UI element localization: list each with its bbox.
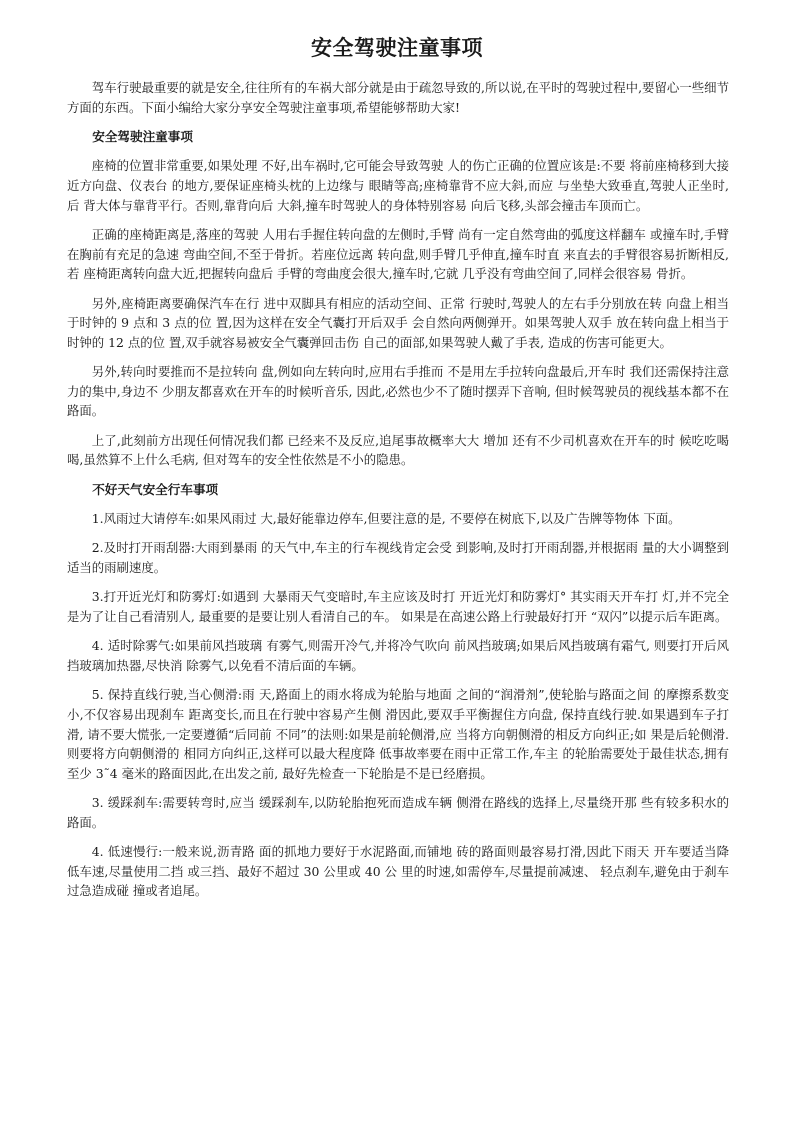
section-heading-bad-weather: 不好天气安全行车事项: [92, 481, 219, 497]
paragraph: 正确的座椅距离是,落座的驾驶 人用右手握住转向盘的左侧时,手臂 尚有一定自然弯曲的弧度这样翻车 或撞车时,手臂在胸前有充足的急速 弯曲空间,不至于骨折。若座位远离 转向盘,则手臂几乎伸直,撞车时直 来直去的手臂很容易折断相反,若 座椅距离转向盘大近,把握转向盘后 手臂的弯曲度会很大,撞车时,它就 几乎没有弯曲空间了,同样会很容易 骨折。: [67, 226, 729, 282]
intro-paragraph: 驾车行驶最重要的就是安全,往往所有的车祸大部分就是由于疏忽导致的,所以说,在平时的驾驶过程中,要留心一些细节方面的东西。下面小编给大家分享安全驾驶注童事项,希望能够帮助大家!: [67, 80, 729, 115]
list-paragraph: 3.打开近光灯和防雾灯:如遇到 大暴雨天气变暗时,车主应该及时打 开近光灯和防雾灯° 其实雨天开车打 灯,并不完全是为了让自己看清别人, 最重要的是要让别人看清自己的车。 如果是在高速公路上行驶最好打开 “双闪”以提示后车距离。: [67, 589, 729, 625]
paragraph: 另外,座椅距离要确保汽车在行 进中双脚具有相应的活动空间、正常 行驶时,驾驶人的左右手分别放在转 向盘上相当于时钟的 9 点和 3 点的位 置,因为这样在安全气囊打开后双手 会自然向两侧弹开。如果驾驶人双手 放在转向盘上相当于时钟的 12 点的位 置,双手就容易被安全气囊弹回击伤 自己的面部,如果驾驶人戴了手表, 造成的伤害可能更大。: [67, 295, 729, 350]
list-paragraph: 2.及时打开雨刮器:大雨到暴雨 的天气中,车主的行车视线肯定会受 到影响,及时打开雨刮器,并根据雨 量的大小调整到适当的雨刷速度。: [67, 540, 729, 576]
paragraph: 上了,此刻前方出现任何情况我们都 已经来不及反应,追尾事故概率大大 增加 还有不少司机喜欢在开车的时 候吃吃喝喝,虽然算不上什么毛病, 但对驾车的安全性依然是不小的隐患。: [67, 432, 729, 468]
section-heading-safe-driving: 安全驾驶注童事项: [92, 128, 193, 144]
list-paragraph: 4. 低速慢行:一般来说,沥青路 面的抓地力要好于水泥路面,而铺地 砖的路面则最容易打滑,因此下雨天 开车要适当降低车速,尽量使用二挡 或三挡、最好不超过 30 公里或 40 公 里的时速,如需停车,尽量提前减速、 轻点刹车,避免由于刹车过急造成碰 撞或者追尾。: [67, 844, 729, 899]
paragraph: 座椅的位置非常重要,如果处理 不好,出车祸时,它可能会导致驾驶 人的伤亡正确的位置应该是:不要 将前座椅移到大接近方向盘、仪表台 的地方,要保证座椅头枕的上边缘与 眼睛等高;座椅靠背不应大斜,而应 与坐垫大致垂直,驾驶人正坐时,后 背大体与靠背平行。否则,靠背向后 大斜,撞车时驾驶人的身体特别容易 向后飞移,头部会撞击车顶而亡。: [67, 158, 729, 213]
paragraph: 另外,转向时要推而不是拉转向 盘,例如向左转向时,应用右手推而 不是用左手拉转向盘最后,开车时 我们还需保持注意力的集中,身边不 少朋友都喜欢在开车的时候听音乐, 因此,必然也少不了随时摆弄下音响, 但时候驾驶员的视线基本都不在路面。: [67, 364, 729, 419]
document-title: 安全驾驶注童事项: [311, 36, 483, 60]
list-paragraph: 4. 适时除雾气:如果前风挡玻璃 有雾气,则需开冷气,并将冷气吹向 前风挡玻璃;如果后风挡玻璃有霜气, 则要打开后风挡玻璃加热器,尽快消 除雾气,以免看不清后面的车辆。: [67, 638, 729, 674]
list-paragraph: 1.风雨过大请停车:如果风雨过 大,最好能靠边停车,但要注意的是, 不要停在树底下,以及广告牌等物体 下面。: [91, 511, 681, 527]
document-body: [67, 78, 729, 911]
list-paragraph: 5. 保持直线行驶,当心侧滑:雨 天,路面上的雨水将成为轮胎与地面 之间的“润滑剂”,使轮胎与路面之间 的摩擦系数变小,不仅容易出现刹车 距离变长,而且在行驶中容易产生侧 滑因此,要双手平衡握住方向盘, 保持直线行驶.如果遇到车子打滑, 请不要大慌张,一定要遵循“后同前 不同”的法则:如果是前轮侧滑,应 当将方向朝侧滑的相反方向纠正;如 果是后轮侧滑.则要将方向朝侧滑的 相同方向纠正,这样可以最大程度降 低事故率要在雨中正常工作,车主 的轮胎需要处于最佳状态,拥有至少 3˜4 毫米的路面因此,在出发之前, 最好先检查一下轮胎是不是已经磨损。: [67, 687, 729, 781]
list-paragraph: 3. 缓踩刹车:需要转弯时,应当 缓踩刹车,以防轮胎抱死而造成车辆 侧滑在路线的选择上,尽量绕开那 些有较多积水的路面。: [67, 795, 729, 830]
